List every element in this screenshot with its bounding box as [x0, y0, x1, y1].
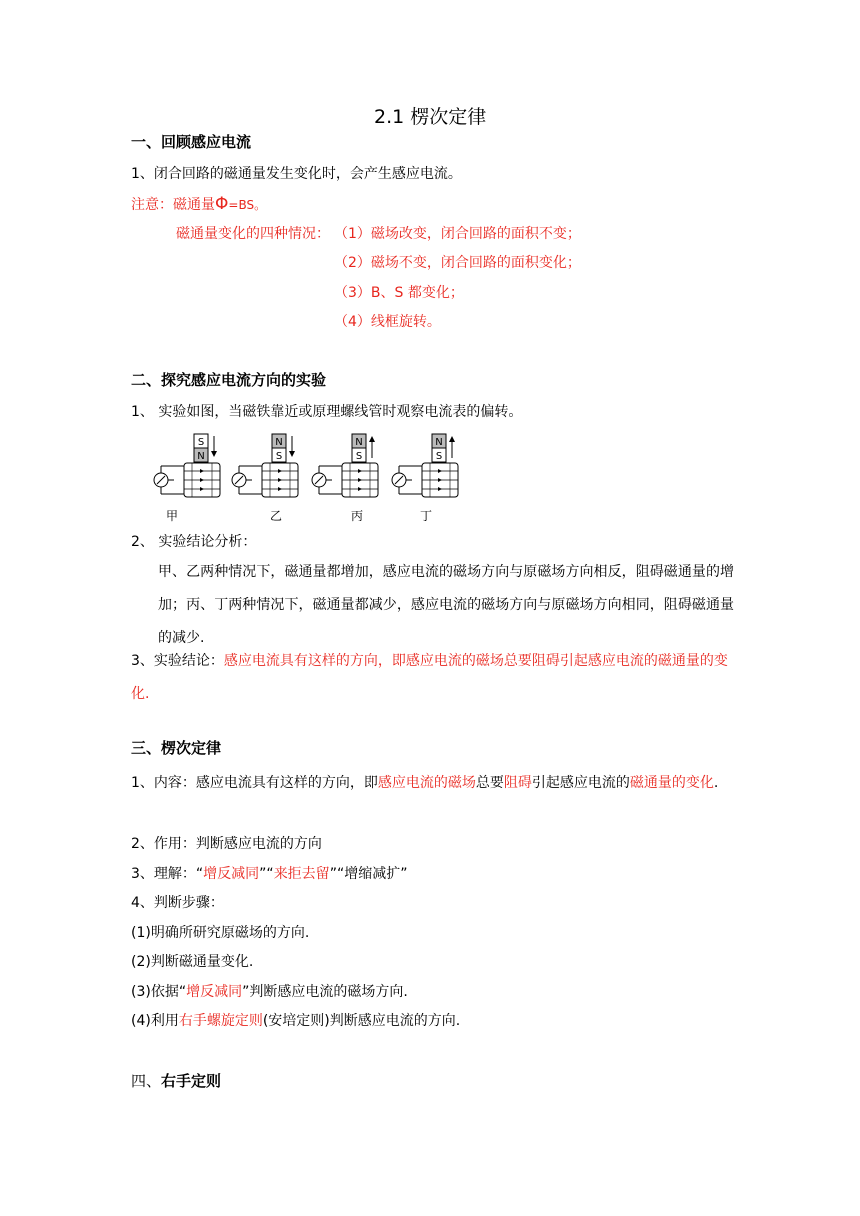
- judgment-steps-title: 4、判断步骤：: [131, 895, 224, 911]
- law-understanding: [131, 864, 407, 884]
- coil-unit-jia: [154, 434, 220, 497]
- magnet-pole-label-bottom: N: [197, 451, 205, 462]
- figure-label-jia: 甲: [165, 509, 179, 523]
- phrase-zengfan-jiantong: 增反减同: [203, 866, 260, 882]
- phi-symbol: Φ: [215, 194, 229, 214]
- step-3-text: (3)依据“: [131, 984, 187, 1000]
- coil-unit-ding: [392, 434, 458, 497]
- understanding-text: 3、理解：“: [131, 866, 204, 882]
- experiment-conclusion: [131, 645, 734, 711]
- judgment-step-2: (2)判断磁通量变化.: [131, 954, 254, 970]
- flux-formula: =BS。: [228, 198, 267, 212]
- arrow-down-icon: [289, 451, 295, 457]
- flux-case-2: （2）磁场不变，闭合回路的面积变化；: [334, 255, 581, 271]
- law-content-text: 引起感应电流的: [531, 775, 630, 791]
- section-4-number: 四、: [131, 1072, 162, 1090]
- step-4-text: (4)利用: [131, 1013, 179, 1029]
- coil-unit-yi: [232, 434, 298, 497]
- flux-case-1: （1）磁场改变，闭合回路的面积不变；: [334, 226, 581, 242]
- figure-label-bing: 丙: [350, 509, 364, 523]
- section-3-heading: 三、楞次定律: [131, 739, 222, 757]
- step-3-text: ”判断感应电流的磁场方向.: [242, 984, 408, 1000]
- section-2-paragraph-2: 2、 实验结论分析：: [131, 534, 257, 550]
- section-4-title: 右手定则: [161, 1072, 222, 1090]
- flux-cases-label: 磁通量变化的四种情况：: [176, 226, 330, 242]
- phrase-laiju-quliu: 来拒去留: [273, 866, 330, 882]
- flux-case-3: （3）B、S 都变化；: [334, 285, 464, 301]
- understanding-text: ”“: [259, 866, 274, 882]
- conclusion-text: 感应电流具有这样的方向，即感应电流的磁场总要阻碍引起感应电流的磁通量的变化.: [131, 653, 728, 702]
- experiment-analysis: 甲、乙两种情况下，磁通量都增加，感应电流的磁场方向与原磁场方向相反，阻碍磁通量的增加；丙、丁两种情况下，磁通量都减少，感应电流的磁场方向与原磁场方向相同，阻碍磁通量的减少.: [158, 564, 734, 646]
- step-3-rule: 增反减同: [186, 984, 243, 1000]
- judgment-step-4: [131, 1011, 460, 1031]
- law-content-text: 1、内容：感应电流具有这样的方向，即: [131, 775, 378, 791]
- arrow-up-icon: [369, 436, 375, 442]
- flux-note: [131, 194, 266, 215]
- law-content: [131, 767, 734, 800]
- flux-note-label: 注意：磁通量: [131, 197, 215, 213]
- page-title: 2.1 楞次定律: [374, 106, 487, 128]
- law-content-text: 总要: [475, 775, 504, 791]
- section-1-heading: 一、回顾感应电流: [131, 133, 252, 151]
- law-function: 2、作用：判断感应电流的方向: [131, 836, 322, 852]
- magnet-pole-label-top: N: [435, 437, 443, 448]
- section-2-heading: 二、探究感应电流方向的实验: [131, 371, 327, 389]
- figure-label-yi: 乙: [269, 509, 283, 523]
- law-change: 的变化: [671, 775, 714, 791]
- step-4-text: (安培定则)判断感应电流的方向.: [262, 1013, 461, 1029]
- law-oppose: 阻碍: [503, 775, 532, 791]
- experiment-figure: [146, 430, 476, 530]
- magnet-pole-label-top: S: [197, 437, 205, 448]
- figure-label-ding: 丁: [419, 509, 433, 523]
- magnet-pole-label-top: N: [355, 437, 363, 448]
- magnet-pole-label-bottom: S: [355, 451, 363, 462]
- law-flux: 磁通量: [629, 775, 672, 791]
- understanding-text: ”“增缩减扩”: [329, 866, 408, 882]
- section-2-paragraph-1: 1、 实验如图，当磁铁靠近或原理螺线管时观察电流表的偏转。: [131, 404, 523, 420]
- arrow-up-icon: [449, 436, 455, 442]
- section-1-paragraph-1: 1、闭合回路的磁通量发生变化时，会产生感应电流。: [131, 166, 462, 182]
- section-4-heading: [131, 1070, 221, 1092]
- law-induced-field: 感应电流的磁场: [377, 775, 476, 791]
- judgment-step-1: (1)明确所研究原磁场的方向.: [131, 925, 310, 941]
- flux-case-4: （4）线框旋转。: [334, 314, 441, 330]
- magnet-pole-label-bottom: S: [275, 451, 283, 462]
- conclusion-label: 3、实验结论：: [131, 653, 224, 669]
- arrow-down-icon: [211, 451, 217, 457]
- coil-unit-bing: [312, 434, 378, 497]
- step-4-rule: 右手螺旋定则: [178, 1013, 263, 1029]
- magnet-pole-label-bottom: S: [435, 451, 443, 462]
- judgment-step-3: [131, 982, 408, 1002]
- law-period: .: [713, 775, 719, 791]
- magnet-pole-label-top: N: [275, 437, 283, 448]
